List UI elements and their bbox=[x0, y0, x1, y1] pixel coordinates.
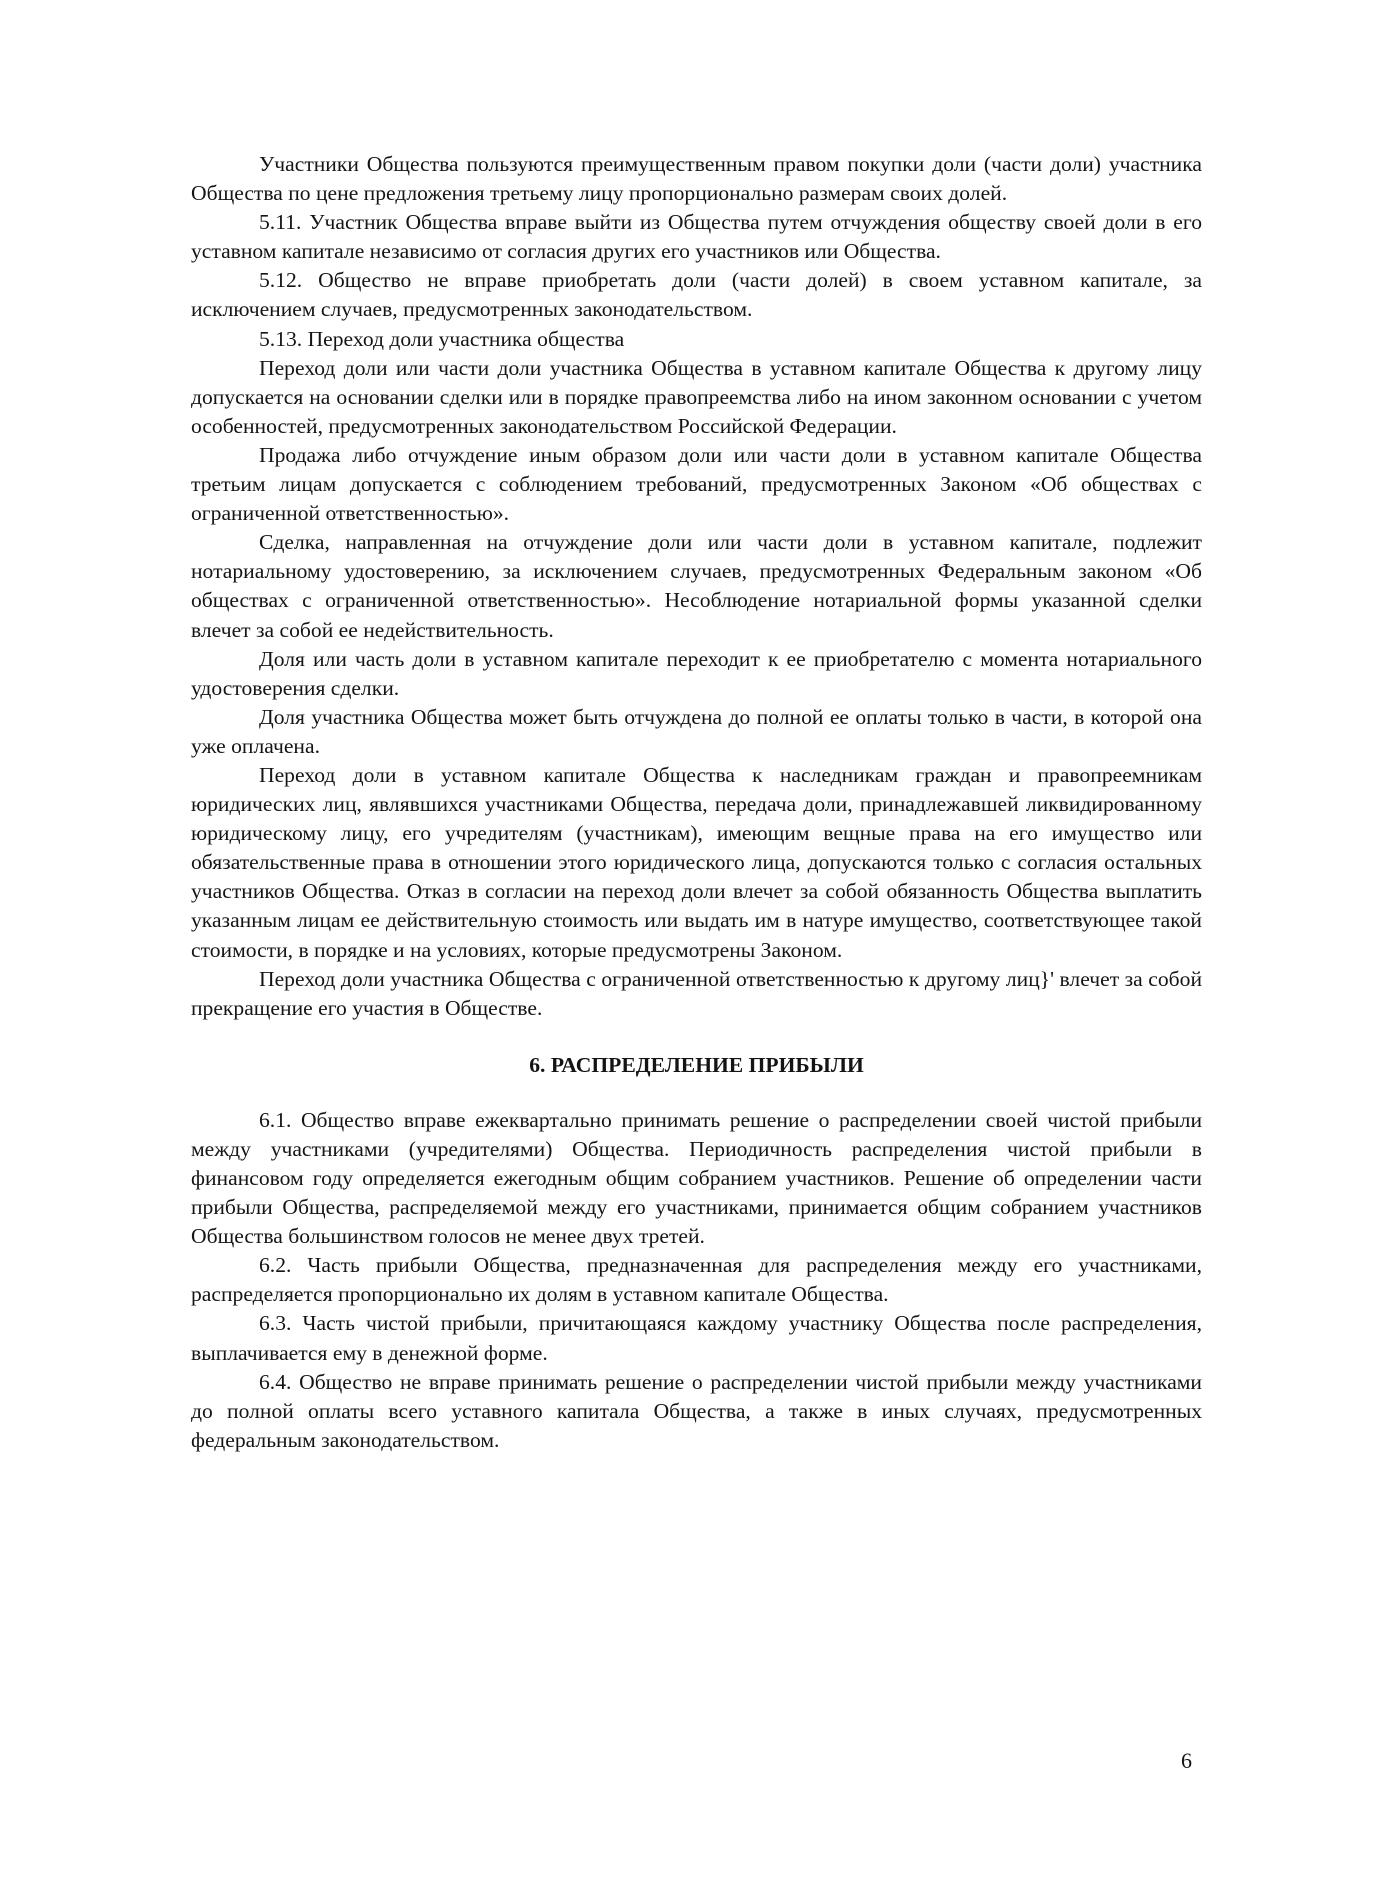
paragraph-5-13-title: 5.13. Переход доли участника общества bbox=[259, 326, 625, 351]
paragraph-5-12: 5.12. Общество не вправе приобретать доли (части долей) в своем уставном капитале, за исключением случаев, предусмотренных законодательством. bbox=[191, 268, 1202, 322]
paragraph-notarial-certification: Сделка, направленная на отчуждение доли или части доли в уставном капитале, подлежит нотариальному удостоверению, за исключением случаев, предусмотренных Федеральным законом «Об обществах с ограниченной ответственностью». Несоблюдение нотариальной формы указанной сделки влечет за собой ее недействительность. bbox=[191, 530, 1202, 642]
paragraph-share-transfer-basis: Переход доли или части доли участника Общества в уставном капитале Общества к другому лицу допускается на основании сделки или в порядке правопреемства либо на ином законном основании с учетом особенностей, предусмотренных законодательством Российской Федерации. bbox=[191, 355, 1202, 438]
paragraph-transfer-moment: Доля или часть доли в уставном капитале переходит к ее приобретателю с момента нотариального удостоверения сделки. bbox=[191, 646, 1202, 700]
paragraph-heirs-and-successors: Переход доли в уставном капитале Общества к наследникам граждан и правопреемникам юридических лиц, являвшихся участниками Общества, передача доли, принадлежавшей ликвидированному юридическому лицу, его учредителям (участникам), имеющим вещные права на его имущество или обязательственные права в отношении этого юридического лица, допускаются только с согласия остальных участников Общества. Отказ в согласии на переход доли влечет за собой обязанность Общества выплатить указанным лицам ее действительную стоимость или выдать им в натуре имущество, соответствующее такой стоимости, в порядке и на условиях, которые предусмотрены Законом. bbox=[191, 762, 1202, 962]
paragraph-6-4: 6.4. Общество не вправе принимать решение о распределении чистой прибыли между участниками до полной оплаты всего уставного капитала Общества, а также в иных случаях, предусмотренных федеральным законодательством. bbox=[191, 1369, 1202, 1452]
paragraph-5-11: 5.11. Участник Общества вправе выйти из Общества путем отчуждения обществу своей доли в его уставном капитале независимо от согласия других его участников или Общества. bbox=[191, 210, 1202, 264]
section-heading-profit-distribution: 6. РАСПРЕДЕЛЕНИЕ ПРИБЫЛИ bbox=[529, 1052, 864, 1077]
paragraph-6-1: 6.1. Общество вправе ежеквартально принимать решение о распределении своей чистой прибыли между участниками (учредителями) Общества. Периодичность распределения чистой прибыли в финансовом году определяется ежегодным общим собранием участников. Решение об определении части прибыли Общества, распределяемой между его участниками, принимается общим собранием участников Общества большинством голосов не менее двух третей. bbox=[191, 1107, 1202, 1249]
paragraph-6-2: 6.2. Часть прибыли Общества, предназначенная для распределения между его участниками, распределяется пропорционально их долям в уставном капитале Общества. bbox=[191, 1253, 1202, 1307]
page-number: 6 bbox=[1181, 1748, 1192, 1773]
paragraph-sale-to-third-parties: Продажа либо отчуждение иным образом доли или части доли в уставном капитале Общества третьим лицам допускается с соблюдением требований, предусмотренных Законом «Об обществах с ограниченной ответственностью». bbox=[191, 442, 1202, 526]
paragraph-6-3: 6.3. Часть чистой прибыли, причитающаяся каждому участнику Общества после распределения, выплачивается ему в денежной форме. bbox=[191, 1311, 1202, 1365]
paragraph-paid-part-alienation: Доля участника Общества может быть отчуждена до полной ее оплаты только в части, в которой она уже оплачена. bbox=[191, 704, 1202, 758]
paragraph-preemptive-right: Участники Общества пользуются преимущественным правом покупки доли (части доли) участника Общества по цене предложения третьему лицу пропорционально размерам своих долей. bbox=[191, 152, 1202, 206]
page-body bbox=[191, 150, 1202, 1455]
paragraph-termination-of-participation: Переход доли участника Общества с ограниченной ответственностью к другому лиц}' влечет за собой прекращение его участия в Обществе. bbox=[191, 966, 1202, 1020]
